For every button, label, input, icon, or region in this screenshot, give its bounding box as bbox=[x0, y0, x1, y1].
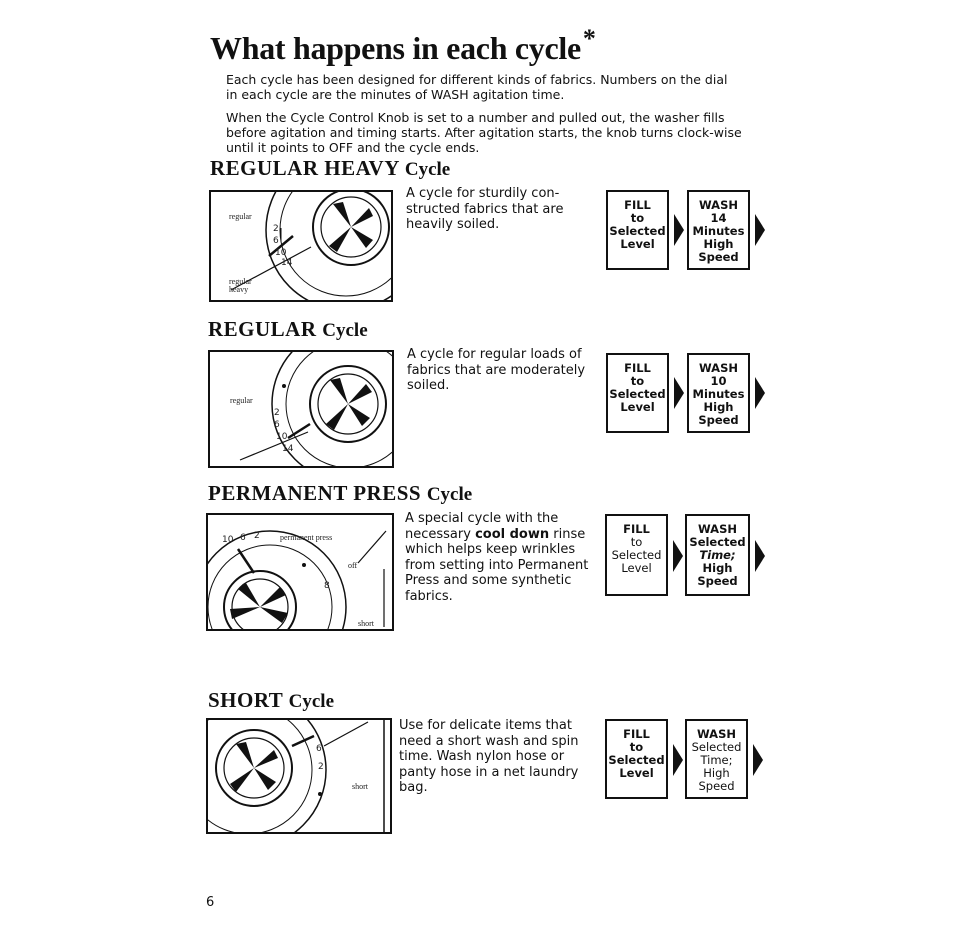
wash-line: Speed bbox=[698, 413, 739, 427]
dial-number: 10 bbox=[222, 535, 234, 545]
wash-box-permanent-press bbox=[685, 514, 750, 596]
fill-line: to bbox=[630, 535, 643, 549]
sequence-arrow bbox=[755, 540, 765, 572]
cycle-heading-permanent-press bbox=[208, 481, 472, 506]
fill-line: FILL bbox=[623, 727, 650, 741]
cycle-word: Cycle bbox=[288, 691, 335, 712]
sequence-arrow bbox=[674, 214, 684, 246]
wash-line: Speed bbox=[698, 250, 739, 264]
description-text: rinse which helps keep wrinkles from setting into Permanent Press and some synthetic fabrics. bbox=[405, 526, 589, 604]
fill-line: FILL bbox=[624, 198, 651, 212]
wash-line: Speed bbox=[698, 779, 735, 793]
wash-line: Selected bbox=[691, 740, 742, 754]
cycle-description-short: Use for delicate items that need a short wash and spin time. Wash nylon hose or panty hose in a net laundry bag. bbox=[399, 718, 579, 795]
dial-number: 6 bbox=[240, 533, 246, 543]
sequence-arrow bbox=[755, 377, 765, 409]
dial-number: 2 bbox=[273, 224, 279, 234]
dial-number: 2 bbox=[318, 762, 324, 772]
dial-illustration-regular bbox=[208, 350, 394, 468]
dial-number: 6 bbox=[274, 420, 280, 430]
fill-line: FILL bbox=[624, 361, 651, 375]
sequence-arrow bbox=[673, 540, 683, 572]
page-number: 6 bbox=[206, 895, 215, 910]
dial-number: 10 bbox=[276, 432, 288, 442]
cycle-heading-short bbox=[208, 688, 334, 713]
wash-line: WASH bbox=[699, 198, 738, 212]
wash-line: Minutes bbox=[692, 387, 745, 401]
dial-number: 8 bbox=[324, 581, 330, 591]
dial-number: 2 bbox=[274, 408, 280, 418]
dial-label-off: off bbox=[348, 561, 358, 570]
dial-illustration-regular-heavy bbox=[209, 190, 393, 302]
fill-line: Level bbox=[620, 237, 655, 251]
fill-line: FILL bbox=[623, 522, 650, 536]
dial-label-regular: regular bbox=[229, 212, 252, 221]
sequence-arrow bbox=[674, 377, 684, 409]
dial-label-short: short bbox=[358, 619, 374, 628]
fill-box-short bbox=[605, 719, 668, 799]
dial-illustration-permanent-press bbox=[206, 513, 394, 631]
cycle-description-regular: A cycle for regular loads of fabrics that are moderately soiled. bbox=[407, 347, 586, 393]
fill-line: to bbox=[630, 374, 645, 388]
wash-line: Speed bbox=[697, 574, 738, 588]
fill-line: Selected bbox=[608, 753, 665, 767]
wash-box-regular-heavy bbox=[687, 190, 750, 270]
dial-illustration-short bbox=[206, 718, 392, 834]
dial-number: 14 bbox=[281, 258, 293, 268]
knob-drawing bbox=[208, 720, 390, 832]
fill-line: Level bbox=[619, 766, 654, 780]
page-title bbox=[210, 24, 596, 67]
dial-number: 10 bbox=[275, 248, 287, 258]
cycle-word: Cycle bbox=[426, 484, 473, 505]
wash-line: WASH bbox=[697, 727, 736, 741]
intro-paragraph-1: Each cycle has been designed for different kinds of fabrics. Numbers on the dial in each cycle are the minutes of WASH agitation time. bbox=[226, 72, 728, 102]
wash-line: High bbox=[703, 766, 730, 780]
knob-drawing bbox=[210, 352, 392, 466]
sequence-arrow bbox=[753, 744, 763, 776]
cycle-description-regular-heavy: A cycle for sturdily con-structed fabrics that are heavily soiled. bbox=[406, 186, 564, 232]
fill-line: Selected bbox=[609, 224, 666, 238]
fill-line: Level bbox=[620, 400, 655, 414]
wash-line: Minutes bbox=[692, 224, 745, 238]
wash-line: Time; bbox=[699, 548, 736, 562]
wash-box-short bbox=[685, 719, 748, 799]
description-emphasis: cool down bbox=[475, 526, 550, 542]
fill-line: Selected bbox=[611, 548, 662, 562]
wash-line: High bbox=[702, 561, 733, 575]
footnote-asterisk: * bbox=[582, 24, 596, 53]
wash-box-regular bbox=[687, 353, 750, 433]
wash-line: WASH bbox=[699, 361, 738, 375]
dial-number: 14 bbox=[282, 444, 294, 454]
fill-line: to bbox=[629, 740, 644, 754]
fill-line: to bbox=[630, 211, 645, 225]
dial-number: 6 bbox=[316, 744, 322, 754]
dial-number: 2 bbox=[254, 531, 260, 541]
sequence-arrow bbox=[673, 744, 683, 776]
fill-box-regular-heavy bbox=[606, 190, 669, 270]
wash-line: WASH bbox=[698, 522, 737, 536]
description-text: A special cycle with the necessary bbox=[405, 511, 559, 542]
fill-line: Selected bbox=[609, 387, 666, 401]
dial-label-short: short bbox=[352, 782, 368, 791]
wash-line: Selected bbox=[689, 535, 746, 549]
dial-label-permanent-press: permanent press bbox=[280, 533, 333, 542]
intro-paragraph-2: When the Cycle Control Knob is set to a number and pulled out, the washer fills before agitation and timing starts. After agitation starts, the knob turns clock-wise until it points to OFF and the cycle ends. bbox=[226, 110, 742, 155]
fill-box-regular bbox=[606, 353, 669, 433]
cycle-description-permanent-press bbox=[405, 511, 597, 604]
cycle-heading-regular bbox=[208, 317, 368, 342]
wash-line: 10 bbox=[710, 374, 727, 388]
wash-line: 14 bbox=[710, 211, 727, 225]
cycle-name: SHORT bbox=[208, 688, 283, 712]
dial-label-regular: regular bbox=[230, 396, 253, 405]
sequence-arrow bbox=[755, 214, 765, 246]
wash-line: High bbox=[703, 400, 734, 414]
fill-box-permanent-press bbox=[605, 514, 668, 596]
dial-number: 6 bbox=[273, 236, 279, 246]
dial-label-regular-heavy: regular heavy bbox=[229, 277, 252, 294]
cycle-name: PERMANENT PRESS bbox=[208, 481, 422, 505]
cycle-word: Cycle bbox=[322, 320, 368, 341]
fill-line: Level bbox=[621, 561, 652, 575]
cycle-name: REGULAR HEAVY bbox=[210, 156, 400, 180]
cycle-name: REGULAR bbox=[208, 317, 317, 341]
cycle-heading-regular-heavy bbox=[210, 156, 450, 181]
wash-line: High bbox=[703, 237, 734, 251]
wash-line: Time; bbox=[700, 753, 733, 767]
cycle-word: Cycle bbox=[404, 159, 451, 180]
page-title-text: What happens in each cycle bbox=[210, 30, 581, 66]
